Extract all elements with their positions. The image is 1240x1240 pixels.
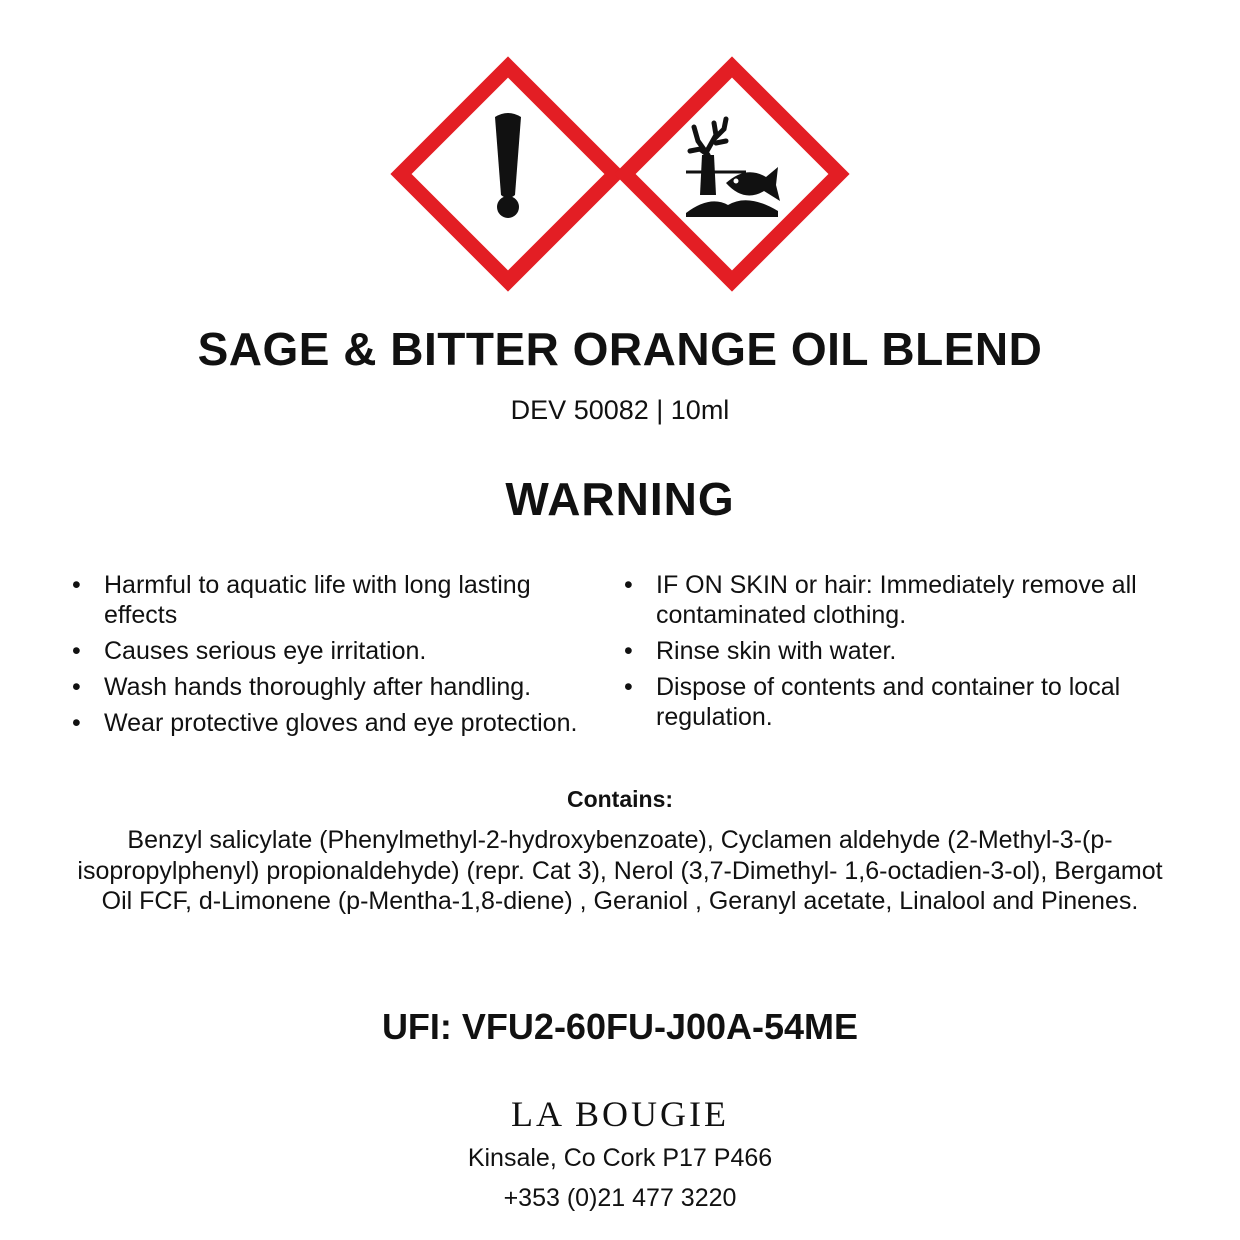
product-name: SAGE & BITTER ORANGE OIL BLEND [197, 323, 1043, 375]
statement-item: • Wash hands thoroughly after handling. [72, 672, 597, 702]
statement-item: • Dispose of contents and container to local regulation. [624, 672, 1154, 732]
statement-item: • Causes serious eye irritation. [72, 636, 597, 666]
company-phone: +353 (0)21 477 3220 [503, 1184, 737, 1212]
hazard-pictograms [0, 55, 1240, 295]
ufi-code: UFI: VFU2-60FU-J00A-54ME [381, 1006, 859, 1047]
hazard-statements-right [624, 570, 1154, 738]
statement-item: • Rinse skin with water. [624, 636, 1154, 666]
statement-item: • Harmful to aquatic life with long lasting effects [72, 570, 597, 630]
statement-item: • IF ON SKIN or hair: Immediately remove all contaminated clothing. [624, 570, 1154, 630]
hazard-statements-left [72, 570, 597, 744]
exclamation-mark-icon [401, 67, 615, 281]
statement-item: • Wear protective gloves and eye protection. [72, 708, 597, 738]
contains-heading: Contains: [566, 786, 674, 812]
company-name: LA BOUGIE [511, 1094, 729, 1134]
product-code-volume: DEV 50082 | 10ml [510, 395, 730, 425]
signal-word: WARNING [505, 473, 735, 525]
contains-ingredients: Benzyl salicylate (Phenylmethyl-2-hydroxybenzoate), Cyclamen aldehyde (2-Methyl-3-(p-isopropylphenyl) propionaldehyde) (repr. Cat 3), Nerol (3,7-Dimethyl- 1,6-octadien-3-ol), Bergamot Oil FCF, d-Limonene (p-Mentha-1,8-diene) , Geraniol , Geranyl acetate, Linalool and Pinenes. [77, 826, 1163, 915]
company-address: Kinsale, Co Cork P17 P466 [467, 1144, 773, 1172]
environment-hazard-icon [625, 67, 839, 281]
